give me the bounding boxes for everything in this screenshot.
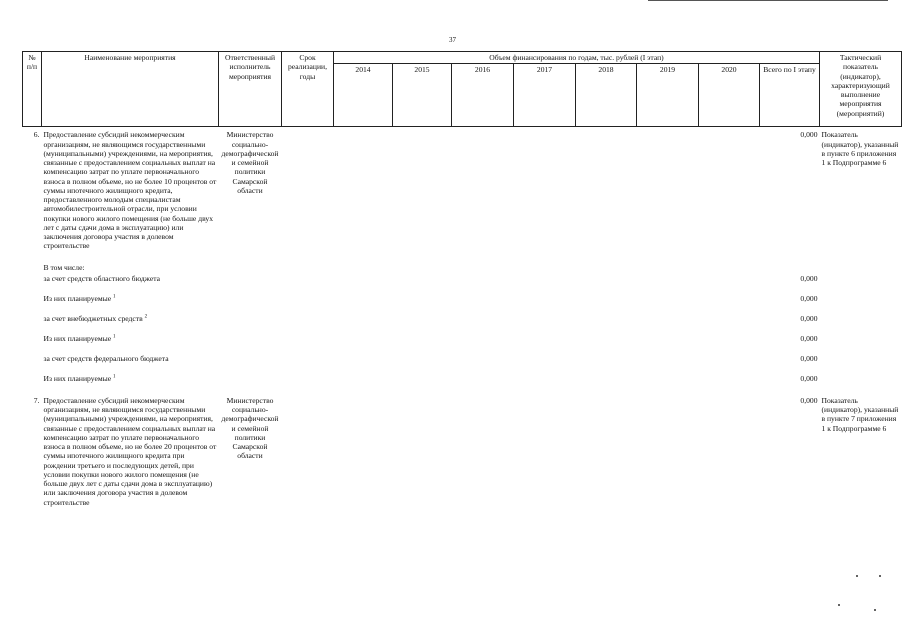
table-row [23, 313, 902, 333]
scan-speck [874, 609, 876, 611]
subrow-label: за счет средств федерального бюджета [43, 353, 169, 363]
header-name: Наименование мероприятия [42, 52, 219, 127]
row-responsible: Министерство социально-демографической и семейной политики Самарской области [221, 395, 279, 461]
subrow-label: Из них планируемые $^1$ [43, 333, 116, 343]
page-number: 37 [449, 36, 456, 44]
including-label: В том числе: [43, 262, 85, 272]
table-row [23, 293, 902, 313]
subrow-total: 0,000 [800, 373, 818, 383]
table-row [23, 373, 902, 393]
row-indicator: Показатель (индикатор), указанный в пункте 7 приложения 1 к Подпрограмме 6 [821, 395, 899, 433]
header-num: № п/п [23, 52, 42, 127]
row-name: Предоставление субсидий некоммерческим организациям, не являющимся государственными (муниципальными) учреждениями, на мероприятия, связанные с предоставлением социальных выплат на компенсацию затрат по уплате первоначального взноса в полном объеме, но не более 20 процентов от суммы ипотечного жилищного кредита при рождении третьего и последующих детей, при условии покупки нового жилого помещения (не больше двух лет с даты сдачи дома в эксплуатацию) или заключения договора участия в долевом строительстве [43, 395, 217, 507]
row-name: Предоставление субсидий некоммерческим организациям, не являющимся государственными (муниципальными) учреждениями, на мероприятия, связанные с предоставлением социальных выплат на компенсацию затрат по уплате первоначального взноса в полном объеме, но не более 10 процентов от суммы ипотечного жилищного кредита, предоставленного молодым специалистам автомобилестроительной отрасли, при условии покупки нового жилого помещения (не больше двух лет с даты сдачи дома в эксплуатацию) или заключения договора участия в долевом строительстве [43, 130, 217, 251]
header-term: Срок реализации, годы [282, 52, 334, 127]
header-year: 2016 [452, 64, 514, 127]
row-total: 0,000 [800, 395, 818, 405]
subrow-label: за счет внебюджетных средств $^2$ [43, 313, 148, 323]
scan-speck [838, 604, 840, 606]
subrow-total: 0,000 [800, 313, 818, 323]
header-year: 2019 [637, 64, 699, 127]
row-indicator: Показатель (индикатор), указанный в пункте 6 приложения 1 к Подпрограмме 6 [821, 130, 899, 167]
header-total: Всего по I этапу [760, 64, 820, 127]
table-row [23, 393, 902, 508]
row-number: 7. [33, 395, 40, 405]
subrow-label: Из них планируемые $^1$ [43, 373, 116, 383]
table-row [23, 353, 902, 373]
subrow-total: 0,000 [800, 273, 818, 283]
header-year: 2018 [576, 64, 637, 127]
header-row-1 [23, 52, 902, 64]
header-year: 2015 [393, 64, 452, 127]
row-total: 0,000 [800, 130, 818, 140]
subrow-label: Из них планируемые $^1$ [43, 293, 116, 303]
subrow-total: 0,000 [800, 353, 818, 363]
row-number: 6. [33, 130, 40, 140]
header-indicator: Тактический показатель (индикатор), характеризующий выполнение мероприятия (мероприятий) [820, 52, 902, 127]
table-row [23, 273, 902, 293]
header-year: 2017 [514, 64, 576, 127]
table-row [23, 127, 902, 252]
top-rule [648, 0, 888, 1]
scan-speck [879, 575, 881, 577]
header-responsible: Ответственный исполнитель мероприятия [219, 52, 282, 127]
subrow-total: 0,000 [800, 333, 818, 343]
row-responsible: Министерство социально-демографической и семейной политики Самарской области [221, 130, 279, 195]
table-row [23, 333, 902, 353]
header-year: 2014 [334, 64, 393, 127]
scan-speck [856, 575, 858, 577]
subrow-total: 0,000 [800, 293, 818, 303]
including-row [23, 262, 902, 273]
funding-table [22, 51, 902, 508]
header-year: 2020 [699, 64, 760, 127]
header-funding: Объем финансирования по годам, тыс. рублей (I этап) [334, 52, 820, 64]
subrow-label: за счет средств областного бюджета [43, 273, 160, 283]
